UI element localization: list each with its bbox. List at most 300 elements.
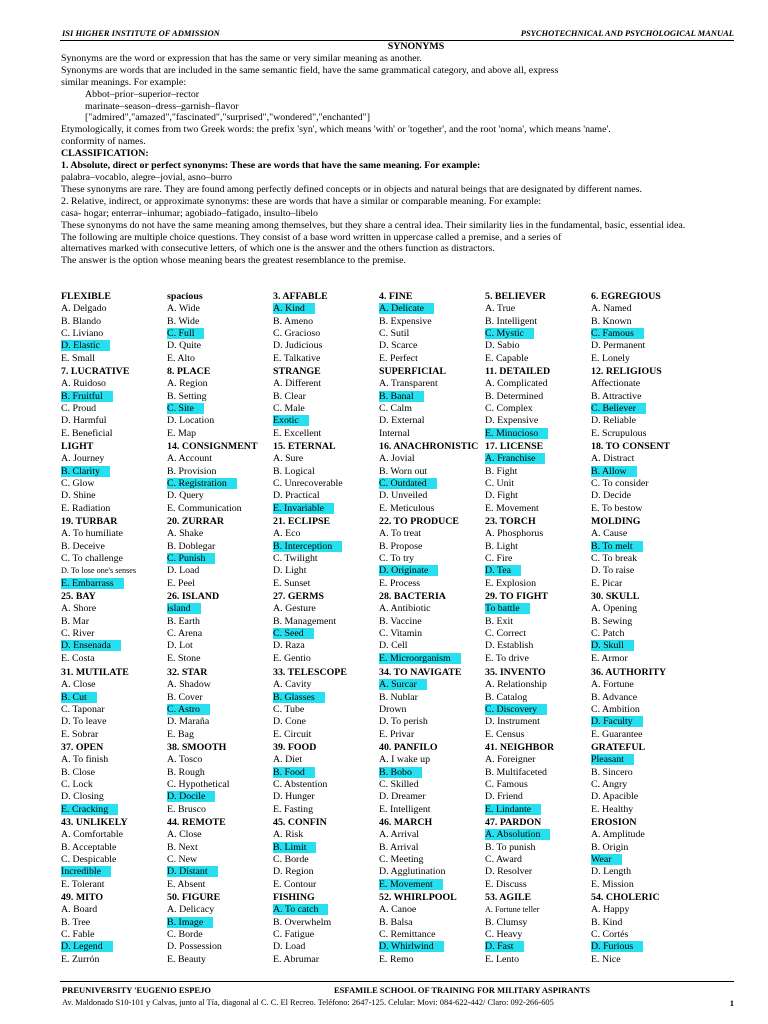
question-block — [379, 591, 487, 665]
question-block — [485, 892, 593, 966]
answer-option — [273, 553, 381, 565]
option-text: E. Lonely — [591, 352, 630, 364]
option-text: E. Beauty — [167, 953, 206, 965]
option-text: D. Practical — [273, 490, 320, 502]
option-text: A. Gesture — [273, 603, 316, 615]
option-text: C. Hypothetical — [167, 779, 230, 791]
option-text: C. River — [61, 628, 95, 640]
option-text: B. Advance — [591, 691, 638, 703]
answer-highlight: Pleasant — [591, 754, 634, 765]
option-text: E. Guarantee — [591, 728, 643, 740]
option-text: E. Beneficial — [61, 427, 113, 439]
option-text: A. Canoe — [379, 904, 417, 916]
option-text: B. Rough — [167, 766, 205, 778]
option-text: C. Liviano — [61, 328, 104, 340]
answer-option-highlighted — [61, 804, 169, 816]
question-premise: 3. AFFABLE — [273, 291, 328, 302]
option-text: E. Communication — [167, 502, 242, 514]
answer-option — [61, 316, 169, 328]
option-text: E. To bestow — [591, 502, 643, 514]
option-text: A. Cause — [591, 528, 628, 540]
option-text: B. Known — [591, 315, 632, 327]
answer-option — [591, 391, 699, 403]
option-text: D. Sabio — [485, 340, 520, 352]
answer-option — [273, 490, 381, 502]
question-block — [61, 892, 169, 966]
question-premise: 15. ETERNAL — [273, 441, 336, 452]
option-text: E. Alto — [167, 352, 195, 364]
answer-highlight: D. Whirlwind — [379, 941, 444, 952]
question-block — [61, 817, 169, 891]
option-text: C. Proud — [61, 403, 97, 415]
answer-highlight: C. Seed — [273, 628, 314, 639]
answer-option — [591, 578, 699, 590]
option-text: A. Tosco — [167, 754, 203, 766]
question-premise: 35. INVENTO — [485, 667, 546, 678]
option-text: B. Propose — [379, 540, 423, 552]
answer-option — [273, 704, 381, 716]
option-text: D. Fight — [485, 490, 518, 502]
option-text: D. Harmful — [61, 415, 107, 427]
answer-option — [591, 904, 699, 916]
option-text: E. Lento — [485, 953, 520, 965]
answer-option — [273, 754, 381, 766]
question-premise: 47. PARDON — [485, 817, 542, 828]
header-manual-title: PSYCHOTECHNICAL AND PSYCHOLOGICAL MANUAL — [520, 28, 734, 38]
question-premise: 12. RELIGIOUS — [591, 366, 662, 377]
answer-option — [273, 640, 381, 652]
option-text: D. Hunger — [273, 791, 315, 803]
question-premise: 19. TURBAR — [61, 516, 118, 527]
answer-highlight: E. Microorganism — [379, 653, 461, 664]
option-text: B. Logical — [273, 465, 315, 477]
option-text: D. To perish — [379, 716, 428, 728]
option-text: E. Mission — [591, 878, 634, 890]
answer-option — [273, 328, 381, 340]
question-block — [591, 291, 699, 365]
question-block — [167, 667, 275, 741]
answer-highlight: E. Lindante — [485, 804, 541, 815]
answer-option — [591, 679, 699, 691]
intro-line: similar meanings. For example: — [61, 76, 187, 88]
option-text: A. Arrival — [379, 829, 420, 841]
option-text: D. Cell — [379, 640, 408, 652]
answer-option-highlighted — [61, 640, 169, 652]
question-premise: 22. TO PRODUCE — [379, 516, 460, 527]
answer-option — [167, 692, 275, 704]
question-block — [485, 366, 593, 440]
option-text: D. Judicious — [273, 340, 323, 352]
answer-option — [61, 854, 169, 866]
answer-option-highlighted — [61, 578, 169, 590]
answer-option — [273, 403, 381, 415]
question-block — [273, 892, 381, 966]
answer-option-highlighted — [167, 328, 275, 340]
answer-option — [167, 490, 275, 502]
answer-option — [379, 917, 487, 929]
answer-option — [167, 453, 275, 465]
answer-option — [273, 453, 381, 465]
answer-option — [273, 779, 381, 791]
option-text: B. Intelligent — [485, 315, 538, 327]
option-text: D. Possession — [167, 941, 222, 953]
answer-option — [61, 716, 169, 728]
option-text: E. Scrupulous — [591, 427, 647, 439]
answer-option-highlighted — [485, 804, 593, 816]
question-block — [591, 667, 699, 741]
question-premise: 36. AUTHORITY — [591, 667, 667, 678]
answer-option — [379, 578, 487, 590]
answer-option — [167, 679, 275, 691]
option-text: C. Heavy — [485, 929, 523, 941]
option-text: B. Mar — [61, 615, 89, 627]
answer-highlight: D. Furious — [591, 941, 643, 952]
answer-option — [61, 490, 169, 502]
answer-option — [273, 340, 381, 352]
answer-highlight: D. Originate — [379, 565, 438, 576]
answer-option-highlighted — [167, 603, 275, 615]
question-block — [61, 366, 169, 440]
answer-highlight: E. Embarrass — [61, 578, 124, 589]
question-premise: 14. CONSIGNMENT — [167, 441, 258, 452]
option-text: C. Correct — [485, 628, 527, 640]
answer-option — [591, 378, 699, 390]
answer-option — [485, 729, 593, 741]
question-premise: GRATEFUL — [591, 742, 646, 753]
answer-option — [379, 428, 487, 440]
answer-option — [591, 929, 699, 941]
answer-option — [273, 804, 381, 816]
option-text: D. Establish — [485, 640, 534, 652]
answer-option — [61, 378, 169, 390]
answer-option — [167, 640, 275, 652]
option-text: C. Glow — [61, 478, 95, 490]
answer-highlight: D. Ensenada — [61, 640, 121, 651]
question-block — [167, 516, 275, 590]
option-text: A. Delgado — [61, 303, 107, 315]
answer-option — [167, 879, 275, 891]
option-text: C. Ambition — [591, 704, 640, 716]
intro-line: Etymologically, it comes from two Greek words: the prefix 'syn', which means 'with' or 'together', and the root 'noma', which means 'name'. — [61, 124, 611, 136]
answer-option — [485, 616, 593, 628]
answer-option — [61, 842, 169, 854]
option-text: B. Cover — [167, 691, 203, 703]
page-footer — [60, 981, 734, 1008]
answer-option-highlighted — [273, 767, 381, 779]
answer-option — [485, 628, 593, 640]
intro-line: marinate–season–dress–garnish–flavor — [85, 100, 239, 112]
question-premise: SUPERFICIAL — [379, 366, 446, 377]
question-block — [167, 366, 275, 440]
question-block — [273, 742, 381, 816]
option-text: B. Arrival — [379, 841, 419, 853]
answer-option — [485, 854, 593, 866]
option-text: E. Bag — [167, 728, 194, 740]
question-block — [485, 667, 593, 741]
option-text: E. Movement — [485, 502, 539, 514]
answer-option — [167, 316, 275, 328]
option-text: C. Unit — [485, 478, 515, 490]
option-text: B. Attractive — [591, 390, 642, 402]
option-text: C. Fable — [61, 929, 95, 941]
option-text: E. Intelligent — [379, 803, 431, 815]
question-block — [61, 591, 169, 665]
answer-option — [167, 754, 275, 766]
option-text: C. Sutil — [379, 328, 410, 340]
option-text: C. Remittance — [379, 929, 436, 941]
answer-option — [273, 866, 381, 878]
answer-option — [273, 478, 381, 490]
answer-option — [379, 929, 487, 941]
intro-line: Synonyms are the word or expression that has the same or very similar meaning as another. — [61, 52, 422, 64]
answer-option-highlighted — [591, 854, 699, 866]
question-block — [167, 291, 275, 365]
answer-option-highlighted — [273, 842, 381, 854]
question-premise: LIGHT — [61, 441, 94, 452]
answer-option — [61, 328, 169, 340]
answer-option — [591, 478, 699, 490]
option-text: A. Diet — [273, 754, 303, 766]
answer-option — [273, 729, 381, 741]
question-block — [273, 441, 381, 515]
answer-highlight: A. Surcar — [379, 679, 427, 690]
answer-option-highlighted — [167, 791, 275, 803]
answer-option — [167, 716, 275, 728]
intro-line: alternatives marked with consecutive letters, of which one is the answer and the others function as distractors. — [61, 243, 495, 255]
option-text: C. Gracioso — [273, 328, 321, 340]
answer-option — [273, 578, 381, 590]
option-text: E. Contour — [273, 878, 317, 890]
option-text: C. Skilled — [379, 779, 419, 791]
answer-option — [167, 565, 275, 577]
answer-option-highlighted — [273, 415, 381, 427]
option-text: E. Remo — [379, 953, 414, 965]
answer-highlight: A. Kind — [273, 303, 315, 314]
answer-option-highlighted — [61, 391, 169, 403]
answer-highlight: D. Tea — [485, 565, 521, 576]
answer-highlight: C. Registration — [167, 478, 237, 489]
option-text: D. Load — [167, 565, 200, 577]
answer-option-highlighted — [591, 403, 699, 415]
option-text: B. Exit — [485, 615, 513, 627]
option-text: E. Perfect — [379, 352, 418, 364]
answer-option — [61, 565, 169, 577]
answer-option — [273, 941, 381, 953]
intro-line: SYNONYMS — [387, 41, 445, 52]
footer-center: ESFAMILE SCHOOL OF TRAINING FOR MILITARY ASPIRANTS — [334, 985, 591, 995]
option-text: B. Close — [61, 766, 96, 778]
answer-highlight: E. Movement — [379, 879, 443, 890]
answer-option — [591, 528, 699, 540]
answer-option — [485, 640, 593, 652]
option-text: C. Male — [273, 403, 305, 415]
answer-option — [591, 628, 699, 640]
option-text: A. Complicated — [485, 378, 548, 390]
answer-highlight: C. Mystic — [485, 328, 534, 339]
answer-highlight: A. Franchise — [485, 453, 545, 464]
question-block — [61, 742, 169, 816]
answer-option — [61, 779, 169, 791]
option-text: C. Calm — [379, 403, 412, 415]
question-premise: 50. FIGURE — [167, 892, 221, 903]
option-text: D. Maraña — [167, 716, 210, 728]
answer-option-highlighted — [485, 829, 593, 841]
answer-option — [273, 929, 381, 941]
option-text: E. Gentio — [273, 652, 311, 664]
answer-option — [485, 779, 593, 791]
option-text: A. Shore — [61, 603, 97, 615]
option-text: D. Shine — [61, 490, 96, 502]
intro-line: CLASSIFICATION: — [61, 148, 149, 160]
answer-option — [485, 503, 593, 515]
answer-option — [61, 553, 169, 565]
option-text: A. Named — [591, 303, 632, 315]
option-text: B. Earth — [167, 615, 200, 627]
answer-option — [591, 729, 699, 741]
question-block — [273, 817, 381, 891]
answer-option — [61, 879, 169, 891]
answer-option — [379, 791, 487, 803]
option-text: C. Borde — [273, 854, 309, 866]
option-text: B. Kind — [591, 916, 623, 928]
answer-option — [379, 616, 487, 628]
answer-option — [485, 391, 593, 403]
question-block — [273, 291, 381, 365]
answer-option-highlighted — [379, 879, 487, 891]
question-premise: 18. TO CONSENT — [591, 441, 670, 452]
answer-option — [591, 303, 699, 315]
answer-option — [61, 353, 169, 365]
answer-option — [485, 929, 593, 941]
question-premise: 4. FINE — [379, 291, 413, 302]
answer-option — [485, 553, 593, 565]
option-text: A. Relationship — [485, 679, 547, 691]
option-text: B. Light — [485, 540, 518, 552]
answer-option — [379, 328, 487, 340]
intro-line: 2. Relative, indirect, or approximate synonyms: these are words that have a similar or comparable meaning. For example: — [61, 195, 542, 207]
answer-option — [591, 804, 699, 816]
answer-option-highlighted — [379, 679, 487, 691]
option-text: A. Antibiotic — [379, 603, 431, 615]
intro-text — [61, 41, 768, 267]
answer-option — [273, 854, 381, 866]
answer-option — [167, 541, 275, 553]
answer-option — [61, 503, 169, 515]
option-text: B. Worn out — [379, 465, 428, 477]
option-text: B. Doblegar — [167, 540, 216, 552]
question-premise: 46. MARCH — [379, 817, 433, 828]
answer-option — [61, 704, 169, 716]
answer-option — [591, 954, 699, 966]
answer-option — [485, 716, 593, 728]
option-text: A. Board — [61, 904, 98, 916]
answer-option — [379, 528, 487, 540]
option-text: D. Decide — [591, 490, 632, 502]
option-text: B. Vaccine — [379, 615, 422, 627]
option-text: Drown — [379, 704, 407, 716]
question-block — [591, 817, 699, 891]
answer-option — [591, 791, 699, 803]
answer-option — [167, 303, 275, 315]
question-block — [273, 591, 381, 665]
question-premise: EROSION — [591, 817, 637, 828]
answer-option-highlighted — [273, 541, 381, 553]
answer-option-highlighted — [591, 541, 699, 553]
answer-option-highlighted — [591, 640, 699, 652]
option-text: B. Tree — [61, 916, 91, 928]
answer-option — [379, 854, 487, 866]
question-block — [485, 441, 593, 515]
answer-option-highlighted — [273, 503, 381, 515]
question-block — [61, 516, 169, 590]
answer-option-highlighted — [61, 941, 169, 953]
option-text: E. Capable — [485, 352, 529, 364]
option-text: C. Taponar — [61, 704, 105, 716]
answer-option — [167, 829, 275, 841]
question-premise: 43. UNLIKELY — [61, 817, 128, 828]
question-block — [591, 591, 699, 665]
answer-option — [379, 804, 487, 816]
option-text: E. Privar — [379, 728, 415, 740]
answer-option-highlighted — [485, 453, 593, 465]
question-block — [379, 742, 487, 816]
option-text: B. Clear — [273, 390, 306, 402]
question-premise: 11. DETAILED — [485, 366, 551, 377]
option-text: A. Amplitude — [591, 829, 645, 841]
option-text: B. Balsa — [379, 916, 413, 928]
answer-option — [273, 528, 381, 540]
question-premise: FISHING — [273, 892, 315, 903]
question-block — [379, 667, 487, 741]
option-text: E. Radiation — [61, 502, 111, 514]
option-text: A. Jovial — [379, 453, 415, 465]
option-text: C. Fatigue — [273, 929, 315, 941]
option-text: E. Fasting — [273, 803, 314, 815]
answer-option-highlighted — [379, 767, 487, 779]
answer-option — [167, 628, 275, 640]
intro-line: 1. Absolute, direct or perfect synonyms: These are words that have the same meaning. For example: — [61, 160, 481, 172]
answer-option-highlighted — [591, 466, 699, 478]
answer-option-highlighted — [485, 941, 593, 953]
answer-option — [379, 829, 487, 841]
answer-highlight: E. Invariable — [273, 503, 334, 514]
option-text: C. Meeting — [379, 854, 424, 866]
answer-option — [167, 428, 275, 440]
option-text: C. Tube — [273, 704, 305, 716]
answer-option — [591, 603, 699, 615]
answer-option — [273, 653, 381, 665]
question-block — [167, 742, 275, 816]
intro-line: The answer is the option whose meaning bears the greatest resemblance to the premise. — [61, 255, 406, 267]
answer-option — [591, 316, 699, 328]
option-text: B. Wide — [167, 315, 200, 327]
option-text: C. To break — [591, 553, 638, 565]
option-text: A. Distract — [591, 453, 635, 465]
option-text: A. Happy — [591, 904, 630, 916]
answer-option — [485, 917, 593, 929]
question-block — [379, 892, 487, 966]
answer-option-highlighted — [485, 704, 593, 716]
option-text: A. Fortune — [591, 679, 634, 691]
answer-highlight: Incredible — [61, 866, 111, 877]
answer-option — [485, 528, 593, 540]
option-text: Internal — [379, 427, 410, 439]
answer-option — [61, 791, 169, 803]
option-text: C. Patch — [591, 628, 625, 640]
question-premise: 49. MITO — [61, 892, 104, 903]
question-block — [61, 291, 169, 365]
answer-option-highlighted — [591, 941, 699, 953]
